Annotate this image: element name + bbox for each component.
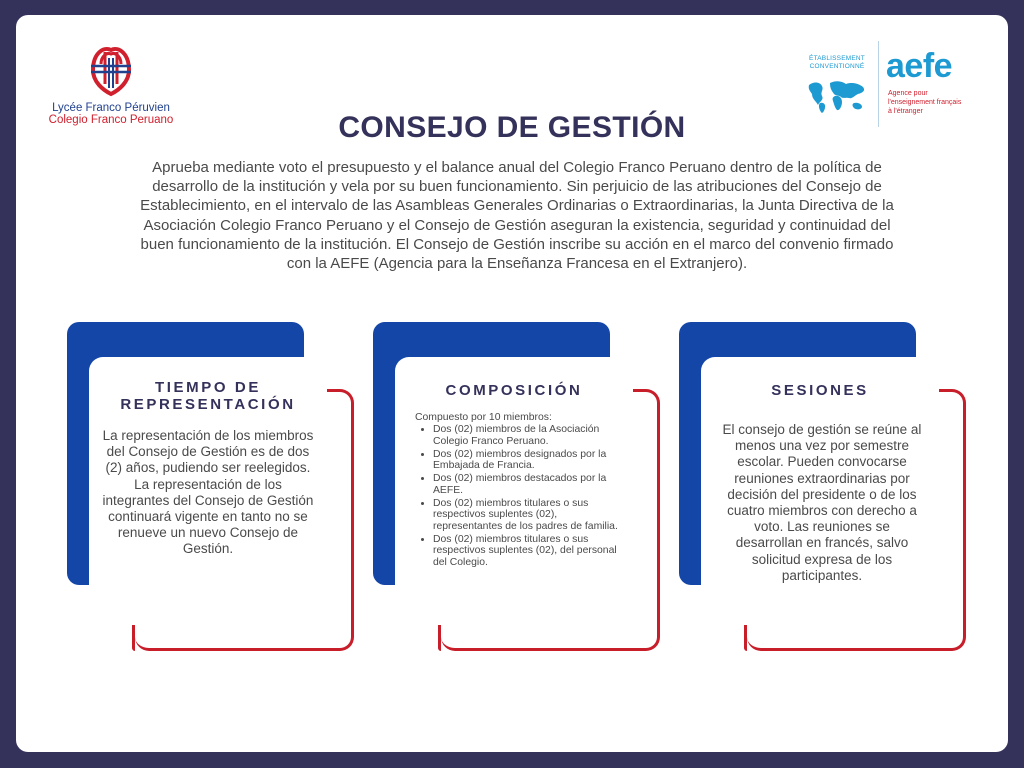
composition-lead: Compuesto por 10 miembros: bbox=[415, 412, 552, 423]
list-item: • Dos (02) miembros destacados por la AEFE. bbox=[433, 473, 620, 496]
aefe-wordmark: aefe bbox=[886, 47, 953, 85]
card-tiempo-representacion bbox=[67, 322, 357, 648]
aefe-tagline-1: Agence pour bbox=[888, 90, 928, 97]
card-body: El consejo de gestión se reúne al menos una vez por semestre escolar. Pueden convocarse reuniones extraordinarias por decisión del presidente o de los cuatro miembros con derecho a voto. Las reuniones se desarrollan en francés, salvo solicitud expresa de los participantes. bbox=[722, 422, 922, 583]
composition-list bbox=[415, 424, 620, 568]
lycee-emblem-icon bbox=[83, 40, 139, 98]
lycee-name-fr: Lycée Franco Péruvien bbox=[52, 102, 170, 114]
etablissement-label: ÉTABLISSEMENT CONVENTIONNÉ bbox=[809, 55, 865, 70]
list-item: • Dos (02) miembros de la Asociación Colegio Franco Peruano. bbox=[433, 424, 620, 447]
card-panel bbox=[89, 357, 327, 619]
intro-paragraph: Aprueba mediante voto el presupuesto y el balance anual del Colegio Franco Peruano dentro de la política de desarrollo de la institución y vela por su buen funcionamiento. Sin perjuicio de las atribuciones del Consejo de Establecimiento, en el intervalo de las Asambleas Generales Ordinarias o Extraordinarias, la Junta Directiva de la Asociación Colegio Franco Peruano y el Consejo de Gestión aseguran la existencia, seguridad y continuidad del buen funcionamiento de la institución. El Consejo de Gestión inscribe su acción en el marco del convenio firmado con la AEFE (Agencia para la Enseñanza Francesa en el Extranjero). bbox=[140, 159, 894, 273]
page-title: CONSEJO DE GESTIÓN bbox=[338, 111, 686, 144]
list-item: • Dos (02) miembros titulares o sus respectivos suplentes (02), representantes de los padres de familia. bbox=[433, 498, 620, 532]
list-item: • Dos (02) miembros titulares o sus respectivos suplentes (02), del personal del Colegio. bbox=[433, 534, 620, 568]
card-title: TIEMPO DE REPRESENTACIÓN bbox=[120, 379, 296, 413]
page bbox=[16, 15, 1008, 752]
lycee-name-es: Colegio Franco Peruano bbox=[48, 114, 174, 126]
world-map-icon bbox=[806, 77, 868, 115]
card-title: COMPOSICIÓN bbox=[445, 382, 583, 399]
card-composicion bbox=[373, 322, 663, 648]
aefe-tagline-2: l'enseignement français bbox=[888, 99, 962, 106]
card-panel bbox=[701, 357, 939, 619]
list-item: • Dos (02) miembros designados por la Embajada de Francia. bbox=[433, 449, 620, 472]
card-panel bbox=[395, 357, 633, 619]
card-body: La representación de los miembros del Consejo de Gestión es de dos (2) años, pudiendo ser reelegidos. La representación de los integrantes del Consejo de Gestión continuará vigente en tanto no se renueve un nuevo Consejo de Gestión. bbox=[102, 428, 314, 557]
aefe-tagline-3: à l'étranger bbox=[888, 108, 923, 115]
composition-list-block bbox=[415, 412, 620, 570]
card-title: SESIONES bbox=[771, 382, 869, 399]
card-sesiones bbox=[679, 322, 969, 648]
